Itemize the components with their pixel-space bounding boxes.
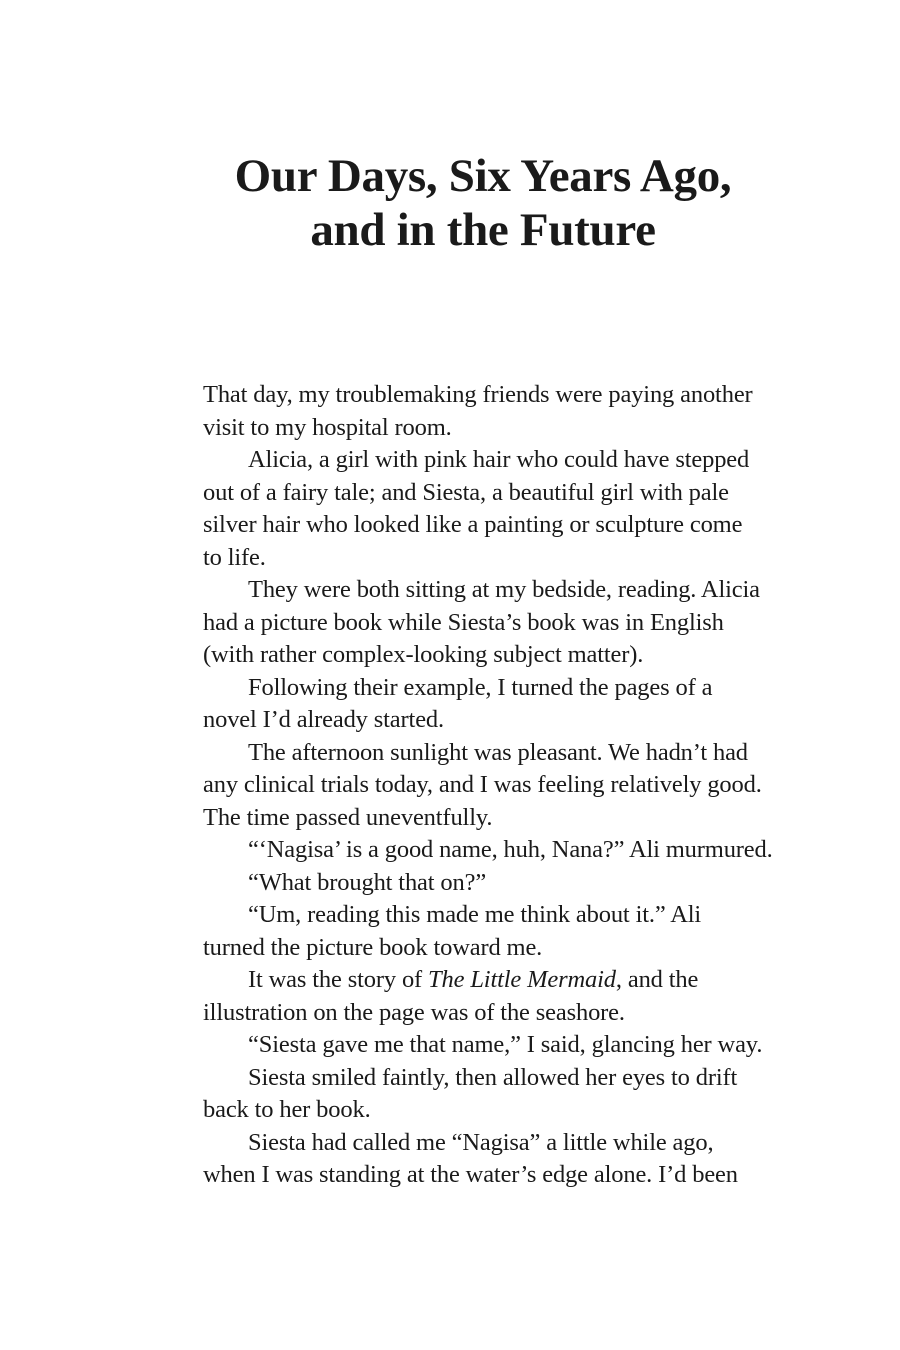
text-line: had a picture book while Siesta’s book was in English [203,608,724,636]
book-title-italic: The Little Mermaid [428,966,616,993]
text-line: to life. [203,543,266,571]
paragraph-start-line: They were both sitting at my bedside, reading. Alicia [248,576,760,603]
chapter-title-line-1: Our Days, Six Years Ago, [234,150,732,202]
chapter-body-text [203,379,803,1192]
dialogue-line: “What brought that on?” [248,868,487,896]
paragraph-start-line: Following their example, I turned the pages of a [248,673,713,701]
dialogue-line: “Siesta gave me that name,” I said, glancing her way. [248,1031,763,1058]
text-line: That day, my troublemaking friends were paying another [203,381,753,408]
dialogue-line: “‘Nagisa’ is a good name, huh, Nana?” Ali murmured. [248,836,773,863]
paragraph-start-line: Siesta smiled faintly, then allowed her eyes to drift [248,1063,738,1091]
chapter-title [130,149,836,257]
text-line: (with rather complex-looking subject matter). [203,641,644,668]
paragraph-start-line: Alicia, a girl with pink hair who could have stepped [248,446,750,473]
dialogue-line: “Um, reading this made me think about it.” Ali [248,901,702,928]
text-line: turned the picture book toward me. [203,933,543,961]
text-line: back to her book. [203,1096,371,1123]
text-line: The time passed uneventfully. [203,803,493,831]
text-line: when I was standing at the water’s edge alone. I’d been [203,1161,738,1188]
text-line: silver hair who looked like a painting or sculpture come [203,511,743,538]
paragraph-start-line: Siesta had called me “Nagisa” a little while ago, [248,1128,714,1156]
paragraph-start-line: The afternoon sunlight was pleasant. We hadn’t had [248,738,748,766]
text-line: novel I’d already started. [203,706,444,733]
text-line: visit to my hospital room. [203,413,452,441]
text-segment: It was the story of [248,966,429,993]
text-line: illustration on the page was of the seashore. [203,998,625,1026]
text-line: out of a fairy tale; and Siesta, a beautiful girl with pale [203,478,729,506]
text-segment: , and the [615,966,699,993]
text-line: any clinical trials today, and I was feeling relatively good. [203,771,762,798]
paragraph-start-line [203,964,803,997]
chapter-title-line-2: and in the Future [310,204,656,256]
